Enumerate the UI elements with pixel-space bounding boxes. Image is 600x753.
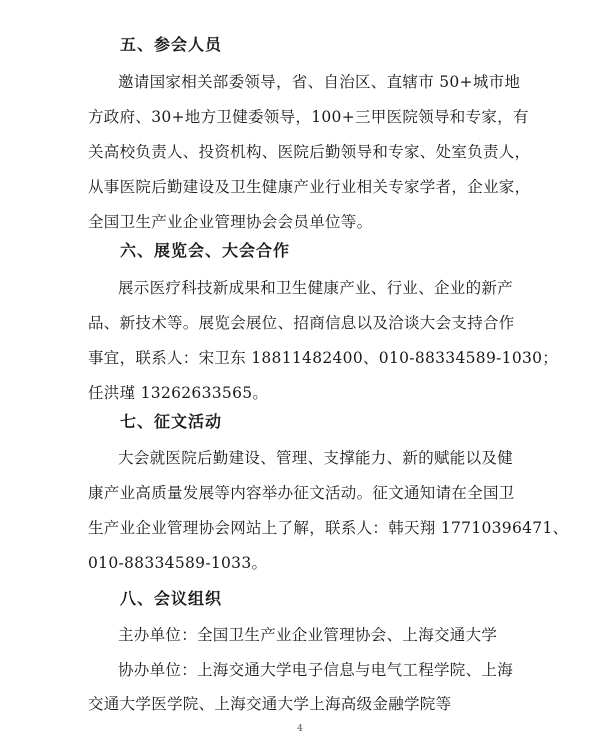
section-heading-essay: 七、征文活动	[120, 412, 223, 431]
paragraph-line: 邀请国家相关部委领导，省、自治区、直辖市 50+城市地	[118, 73, 521, 91]
paragraph-line: 任洪瑾 13262633565。	[88, 384, 269, 402]
section-heading-attendees: 五、参会人员	[120, 35, 223, 54]
section-heading-exhibition: 六、展览会、大会合作	[120, 241, 291, 260]
page-number: 4	[297, 724, 303, 734]
paragraph-line: 010-88334589-1033。	[88, 554, 268, 572]
paragraph-line: 方政府、30+地方卫健委领导，100+三甲医院领导和专家，有	[88, 108, 529, 126]
paragraph-line: 协办单位：上海交通大学电子信息与电气工程学院、上海	[118, 661, 514, 679]
paragraph-line: 展示医疗科技新成果和卫生健康产业、行业、企业的新产	[118, 279, 514, 297]
paragraph-line: 主办单位：全国卫生产业企业管理协会、上海交通大学	[118, 626, 498, 644]
paragraph-line: 品、新技术等。展览会展位、招商信息以及洽谈大会支持合作	[88, 314, 515, 332]
paragraph-line: 康产业高质量发展等内容举办征文活动。征文通知请在全国卫	[88, 484, 515, 502]
paragraph-line: 生产业企业管理协会网站上了解，联系人：韩天翔 17710396471、	[88, 519, 569, 537]
section-heading-organization: 八、会议组织	[120, 589, 223, 608]
paragraph-line: 全国卫生产业企业管理协会会员单位等。	[88, 213, 373, 231]
paragraph-line: 从事医院后勤建设及卫生健康产业行业相关专家学者，企业家，	[88, 178, 531, 196]
paragraph-line: 关高校负责人、投资机构、医院后勤领导和专家、处室负责人，	[88, 143, 531, 161]
paragraph-line: 事宜，联系人：宋卫东 18811482400、010-88334589-1030；	[88, 349, 559, 367]
paragraph-line: 大会就医院后勤建设、管理、支撑能力、新的赋能以及健	[118, 449, 514, 467]
paragraph-line: 交通大学医学院、上海交通大学上海高级金融学院等	[88, 695, 452, 713]
